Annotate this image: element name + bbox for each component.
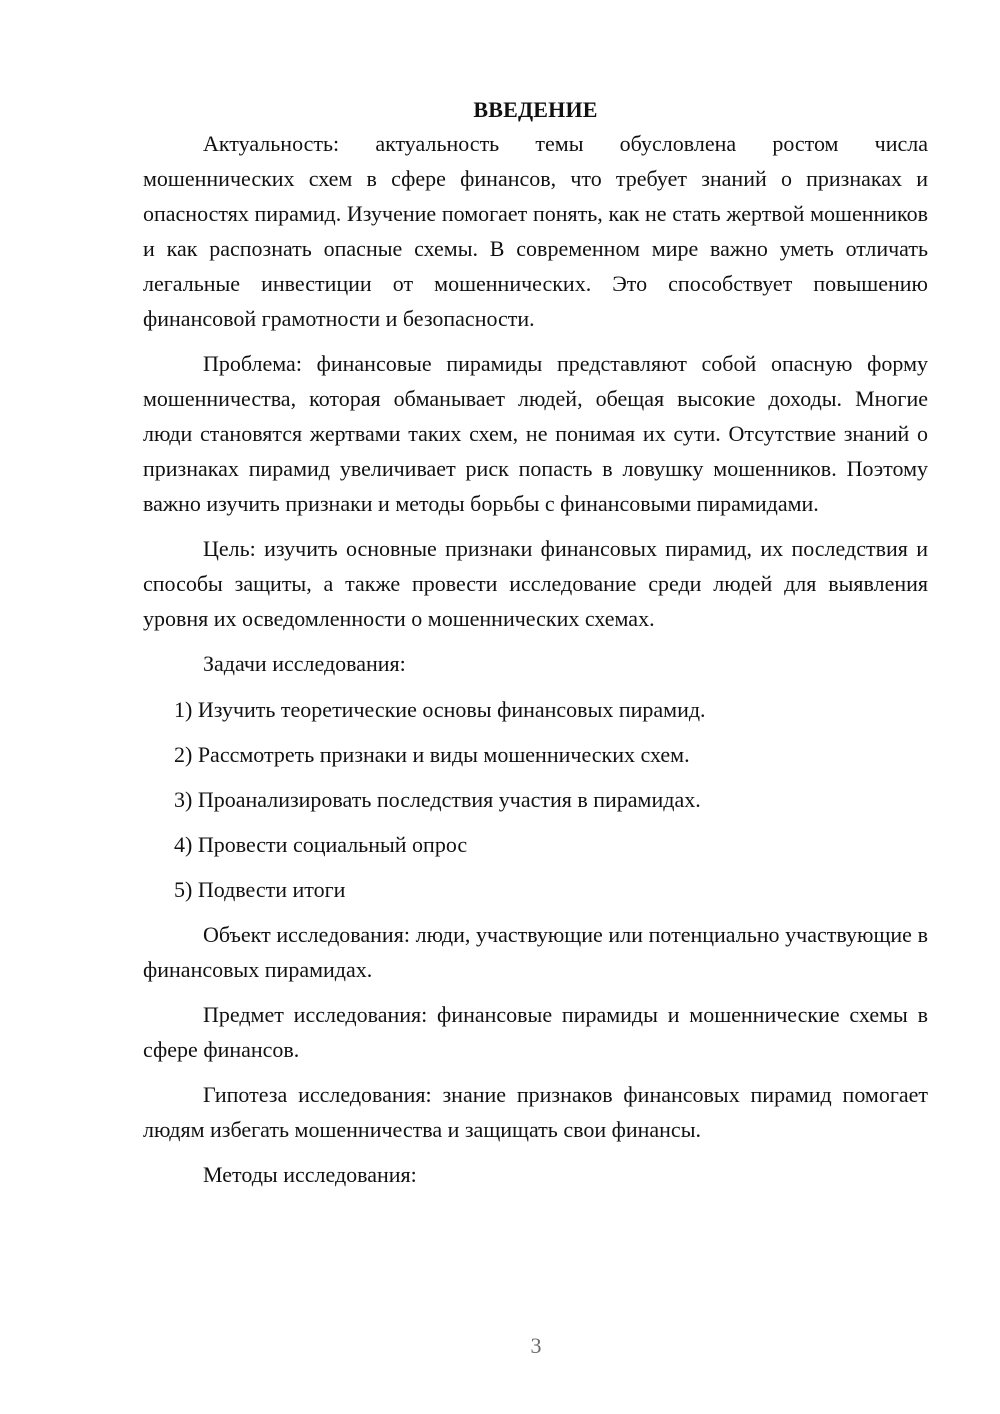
page-number: 3 xyxy=(530,1333,542,1358)
task-item: 4) Провести социальный опрос xyxy=(174,832,468,857)
section-title: ВВЕДЕНИЕ xyxy=(473,97,598,122)
paragraph-relevance: Актуальность: актуальность темы обусловлена ростом числа мошеннических схем в сфере финансов, что требует знаний о признаках и опасностях пирамид. Изучение помогает понять, как не стать жертвой мошенников и как распознать опасные схемы. В современном мире важно уметь отличать легальные инвестиции от мошеннических. Это способствует повышению финансовой грамотности и безопасности. xyxy=(143,131,928,331)
task-item: 2) Рассмотреть признаки и виды мошеннических схем. xyxy=(174,742,690,767)
page-content xyxy=(143,95,928,1203)
tasks-list xyxy=(143,692,928,907)
task-item: 5) Подвести итоги xyxy=(174,877,346,902)
paragraph-object: Объект исследования: люди, участвующие или потенциально участвующие в финансовых пирамидах. xyxy=(143,922,928,982)
paragraph-problem: Проблема: финансовые пирамиды представляют собой опасную форму мошенничества, которая обманывает людей, обещая высокие доходы. Многие люди становятся жертвами таких схем, не понимая их сути. Отсутствие знаний о признаках пирамид увеличивает риск попасть в ловушку мошенников. Поэтому важно изучить признаки и методы борьбы с финансовыми пирамидами. xyxy=(143,351,928,516)
task-item: 3) Проанализировать последствия участия в пирамидах. xyxy=(174,787,701,812)
tasks-heading: Задачи исследования: xyxy=(203,651,406,676)
task-item: 1) Изучить теоретические основы финансовых пирамид. xyxy=(174,697,706,722)
paragraph-subject: Предмет исследования: финансовые пирамиды и мошеннические схемы в сфере финансов. xyxy=(143,1002,928,1062)
paragraph-hypothesis: Гипотеза исследования: знание признаков финансовых пирамид помогает людям избегать мошенничества и защищать свои финансы. xyxy=(143,1082,928,1142)
paragraph-goal: Цель: изучить основные признаки финансовых пирамид, их последствия и способы защиты, а также провести исследование среди людей для выявления уровня их осведомленности о мошеннических схемах. xyxy=(143,536,928,631)
methods-heading: Методы исследования: xyxy=(203,1162,417,1187)
